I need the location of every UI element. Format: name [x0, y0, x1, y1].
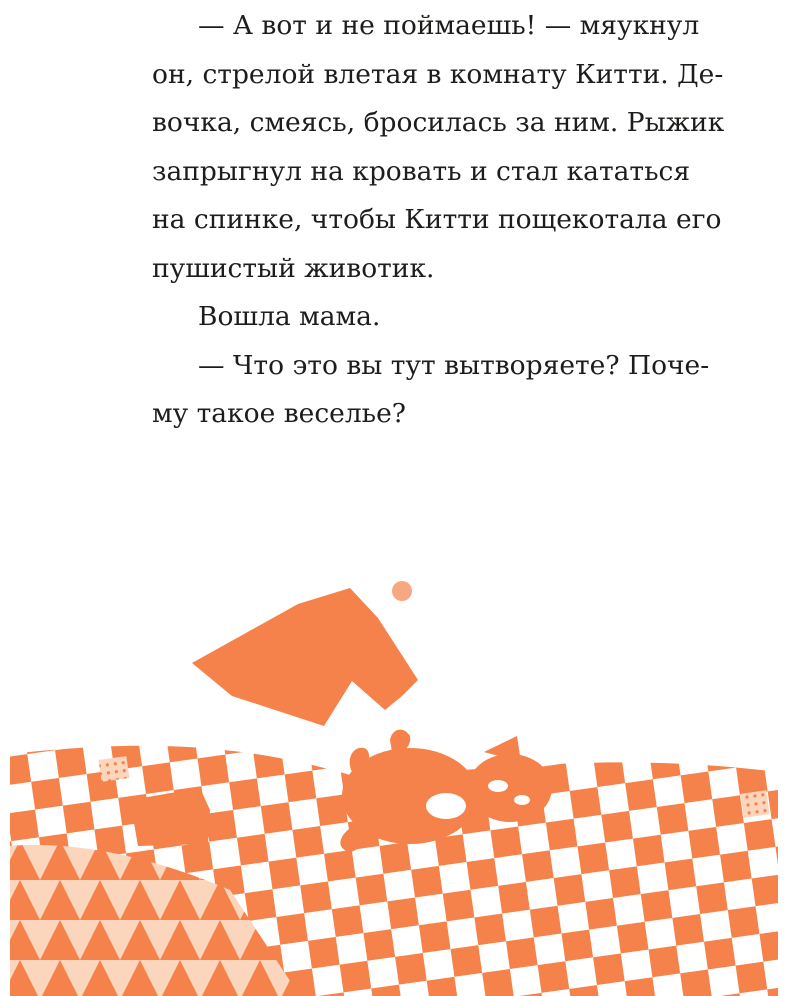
kitten-illustration — [0, 560, 788, 996]
pillow — [192, 588, 418, 726]
quilt-patch — [99, 756, 130, 782]
paragraph-line: вочка, смеясь, бросилась за ним. Рыжик — [152, 107, 725, 138]
paragraph-line: — А вот и не поймаешь! — мяукнул — [198, 10, 700, 41]
paragraph-line: му такое веселье? — [152, 398, 406, 429]
paragraph-line: запрыгнул на кровать и стал кататься — [152, 155, 691, 187]
paragraph-line: пушистый животик. — [152, 252, 435, 284]
paragraph-line: — Что это вы тут вытворяете? Поче- — [198, 349, 710, 381]
paragraph-line: Вошла мама. — [198, 301, 381, 332]
ball — [392, 581, 412, 601]
story-text — [152, 2, 725, 439]
quilt-patch — [740, 790, 769, 817]
paragraph-line: он, стрелой влетая в комнату Китти. Де- — [152, 58, 724, 90]
paragraph-line: на спинке, чтобы Китти пощекотала его — [152, 204, 722, 235]
